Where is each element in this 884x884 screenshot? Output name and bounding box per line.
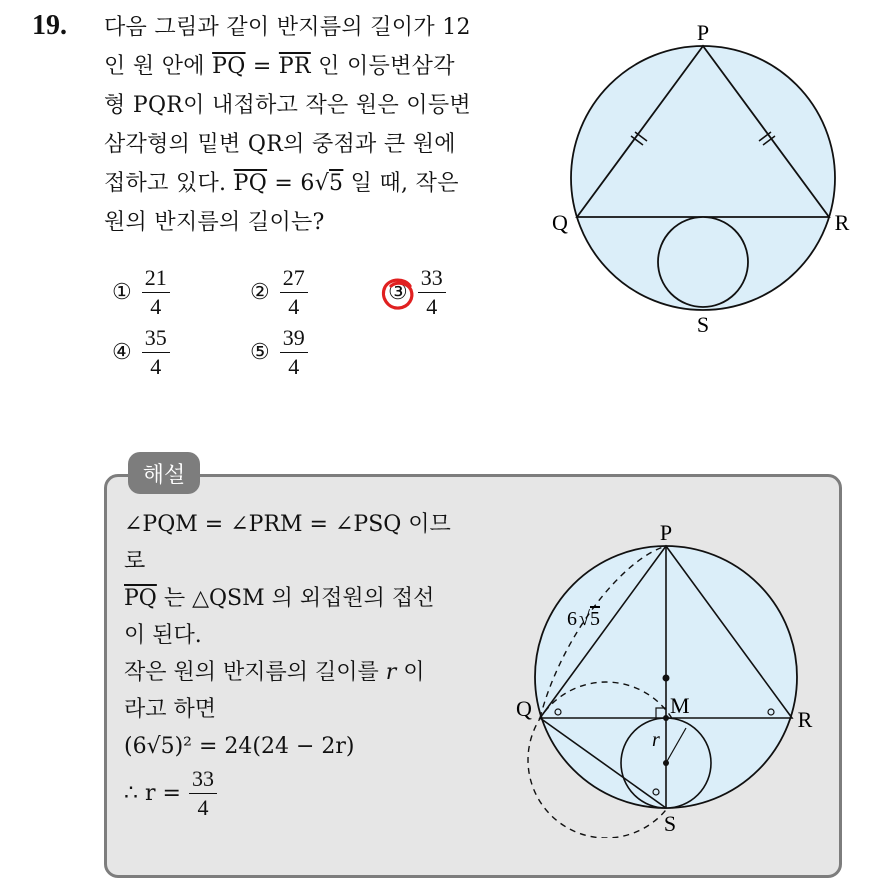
solution-badge: 해설 [128, 452, 200, 494]
figure-solution [500, 516, 830, 838]
question-line-6: 원의 반지름의 길이는? [104, 210, 325, 235]
label-m: M [670, 693, 690, 718]
length-label: 6 √5 [567, 608, 600, 630]
question-number: 19. [32, 10, 67, 41]
choice-4[interactable] [112, 326, 170, 379]
solution-line-6: 라고 하면 [124, 697, 217, 722]
label-r: R [834, 210, 850, 235]
choice-mark: ③ [388, 280, 408, 305]
label-q: Q [516, 696, 532, 721]
question-line-1: 다음 그림과 같이 반지름의 길이가 12 [104, 15, 471, 40]
question-line-5: 접하고 있다. $\overline{PQ} = 6√5$ 일 때, 작은 [104, 171, 459, 196]
solution-line-3: $\overline{PQ}$ 는 △QSM 의 외접원의 접선 [124, 586, 435, 611]
label-p: P [659, 520, 673, 545]
choice-mark: ④ [112, 340, 132, 365]
choice-mark: ① [112, 280, 132, 305]
question-line-2: 인 원 안에 $\overline{PQ} = \overline{PR}$ 인 이등변삼각 [104, 54, 455, 79]
choice-2[interactable] [250, 266, 308, 319]
choice-fraction: $\frac{27}{4}$ [280, 266, 308, 319]
choice-fraction: $\frac{21}{4}$ [142, 266, 170, 319]
choice-mark: ⑤ [250, 340, 270, 365]
solution-line-8: ∴ r = $\frac{33}{4}$ [124, 767, 504, 820]
choice-fraction: $\frac{35}{4}$ [142, 326, 170, 379]
small-center-dot [663, 760, 669, 766]
big-center-dot [663, 675, 670, 682]
label-p: P [696, 20, 710, 45]
figure-problem [540, 14, 860, 344]
label-s: S [663, 811, 677, 836]
solution-line-7: (6√5)² = 24(24 − 2r) [124, 734, 355, 759]
question-text [104, 8, 534, 242]
solution-line-1: ∠PQM = ∠PRM = ∠PSQ 이므 [124, 512, 451, 537]
question-line-4: 삼각형의 밑변 QR의 중점과 큰 원에 [104, 132, 456, 157]
choice-1[interactable] [112, 266, 170, 319]
solution-line-2: 로 [124, 549, 146, 574]
choice-5[interactable] [250, 326, 308, 379]
label-s: S [696, 312, 710, 337]
small-circle [658, 217, 748, 307]
choice-fraction: $\frac{33}{4}$ [418, 266, 446, 319]
solution-line-4: 이 된다. [124, 623, 202, 648]
solution-line-5: 작은 원의 반지름의 길이를 r 이 [124, 660, 425, 685]
label-r: R [797, 707, 813, 732]
answer-circle-mark [380, 276, 416, 312]
question-line-3: 형 PQR이 내접하고 작은 원은 이등변 [104, 93, 471, 118]
choice-mark: ② [250, 280, 270, 305]
label-q: Q [552, 210, 568, 235]
solution-fraction: $\frac{33}{4}$ [189, 767, 217, 820]
choice-fraction: $\frac{39}{4}$ [280, 326, 308, 379]
midpoint-dot [663, 715, 669, 721]
solution-text [124, 506, 504, 820]
label-r-radius: r [652, 729, 660, 751]
